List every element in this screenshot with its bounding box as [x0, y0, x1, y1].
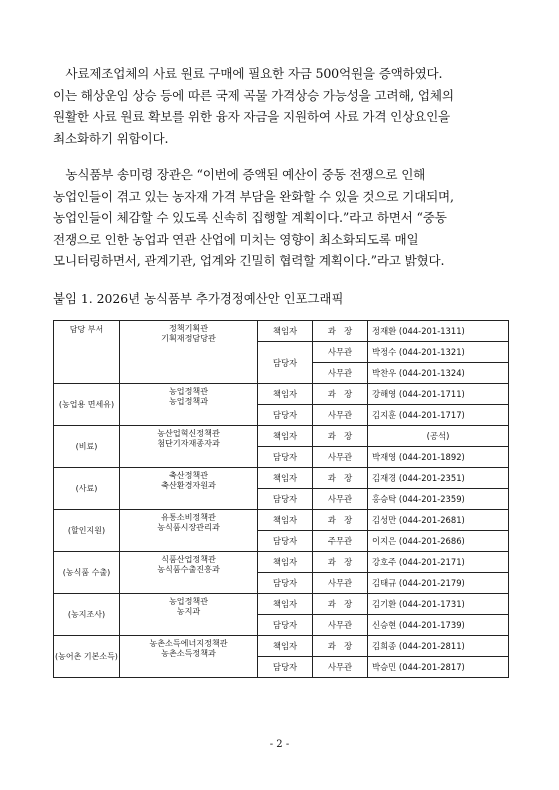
division-name: 농식품시장관리과: [157, 522, 220, 532]
role-cell: 담당자: [258, 447, 313, 468]
role-cell: 책임자: [258, 321, 313, 342]
dept-cell: (비료): [54, 426, 120, 468]
paragraph-2: [53, 164, 512, 272]
division-name: 농업정책과: [168, 396, 209, 406]
division-name: 농업정책관: [168, 386, 209, 396]
role-cell: 책임자: [258, 468, 313, 489]
division-cell: [120, 426, 258, 468]
role-cell: 책임자: [258, 384, 313, 405]
division-cell: [120, 384, 258, 426]
dept-cell: (사료): [54, 468, 120, 510]
page-number: - 2 -: [269, 739, 290, 750]
contact-cell: 김재경 (044-201-2351): [368, 468, 509, 489]
division-cell: [120, 468, 258, 510]
role-cell: 담당자: [258, 615, 313, 636]
position-cell: 과 장: [313, 384, 368, 405]
contact-cell: (공석): [368, 426, 509, 447]
table-row: [54, 321, 509, 342]
position-cell: 주무관: [313, 531, 368, 552]
contact-cell: 김지훈 (044-201-1717): [368, 405, 509, 426]
division-name: 축산환경자원과: [161, 480, 216, 490]
dept-cell: (농업용 면세유): [54, 384, 120, 426]
paragraph-line: 모니터링하면서, 관계기관, 업계와 긴밀히 협력할 계획이다.”라고 밝혔다.: [53, 253, 445, 268]
division-name: 농촌소득정책과: [161, 648, 216, 658]
attachment-caption: 붙임 1. 2026년 농식품부 추가경정예산안 인포그래픽: [53, 291, 344, 306]
contact-table: [53, 320, 509, 678]
position-cell: 사무관: [313, 342, 368, 363]
division-name: 농업정책관: [168, 596, 209, 606]
contact-cell: 강해영 (044-201-1711): [368, 384, 509, 405]
position-cell: 과 장: [313, 468, 368, 489]
paragraph-line: 이는 해상운임 상승 등에 따른 국제 곡물 가격상승 가능성을 고려해, 업체의: [53, 87, 454, 103]
division-name: 축산정책관: [168, 470, 209, 480]
contact-cell: 이지은 (044-201-2686): [368, 531, 509, 552]
position-cell: 과 장: [313, 636, 368, 657]
contact-cell: 박재영 (044-201-1892): [368, 447, 509, 468]
role-cell: 책임자: [258, 510, 313, 531]
contact-cell: 강호주 (044-201-2171): [368, 552, 509, 573]
position-cell: 사무관: [313, 657, 368, 678]
paragraph-line: 최소화하기 위함이다.: [53, 130, 169, 146]
role-cell: 담당자: [258, 573, 313, 594]
paragraph-line: 사료제조업체의 사료 원료 구매에 필요한 자금 500억원을 증액하였다.: [53, 66, 443, 81]
table-row: [54, 384, 509, 405]
dept-cell: 담당 부서: [54, 321, 120, 384]
division-name: 농촌소득에너지정책관: [149, 638, 228, 648]
division-cell: [120, 321, 258, 384]
division-name: 농지과: [176, 606, 201, 616]
table-row: [54, 468, 509, 489]
table-row: [54, 510, 509, 531]
table-row: [54, 594, 509, 615]
paragraph-line: 원활한 사료 원료 확보를 위한 융자 자금을 지원하여 사료 가격 인상요인을: [53, 109, 450, 124]
position-cell: 과 장: [313, 321, 368, 342]
position-cell: 사무관: [313, 615, 368, 636]
division-cell: [120, 552, 258, 594]
role-cell: 담당자: [258, 531, 313, 552]
paragraph-line: 농식품부 송미령 장관은 “이번에 증액된 예산이 중동 전쟁으로 인해: [53, 167, 426, 182]
dept-cell: (농어촌 기본소득): [54, 636, 120, 678]
position-cell: 사무관: [313, 405, 368, 426]
dept-cell: (할인지원): [54, 510, 120, 552]
division-name: 기획재정담당관: [161, 333, 216, 343]
position-cell: 과 장: [313, 552, 368, 573]
position-cell: 과 장: [313, 594, 368, 615]
division-name: 식품산업정책관: [161, 554, 216, 564]
paragraph-line: 전쟁으로 인한 농업과 연관 산업에 미치는 영향이 최소화되도록 매일: [53, 231, 419, 247]
table-row: [54, 426, 509, 447]
paragraph-line: 농업인들이 겪고 있는 농자재 가격 부담을 완화할 수 있을 것으로 기대되며,: [53, 188, 454, 204]
role-cell: 책임자: [258, 552, 313, 573]
position-cell: 과 장: [313, 510, 368, 531]
role-cell: 담당자: [258, 657, 313, 678]
position-cell: 사무관: [313, 447, 368, 468]
division-name: 정책기획관: [168, 323, 209, 333]
position-cell: 사무관: [313, 363, 368, 384]
paragraph-line: 농업인들이 체감할 수 있도록 신속히 집행할 계획이다.”라고 하면서 “중동: [53, 210, 447, 225]
division-cell: [120, 594, 258, 636]
contact-cell: 김기환 (044-201-1731): [368, 594, 509, 615]
contact-cell: 김성만 (044-201-2681): [368, 510, 509, 531]
role-cell: 담당자: [258, 342, 313, 384]
division-name: 첨단기자재종자과: [157, 438, 220, 448]
division-cell: [120, 510, 258, 552]
contact-cell: 박정수 (044-201-1321): [368, 342, 509, 363]
contact-cell: 박찬우 (044-201-1324): [368, 363, 509, 384]
role-cell: 책임자: [258, 426, 313, 447]
role-cell: 책임자: [258, 594, 313, 615]
contact-cell: 홍승탁 (044-201-2359): [368, 489, 509, 510]
division-name: 농식품수출진흥과: [157, 564, 220, 574]
contact-cell: 김태규 (044-201-2179): [368, 573, 509, 594]
contact-cell: 정재환 (044-201-1311): [368, 321, 509, 342]
contact-cell: 김희종 (044-201-2811): [368, 636, 509, 657]
contact-cell: 박승민 (044-201-2817): [368, 657, 509, 678]
role-cell: 담당자: [258, 489, 313, 510]
division-name: 유통소비정책관: [161, 512, 216, 522]
position-cell: 사무관: [313, 573, 368, 594]
role-cell: 책임자: [258, 636, 313, 657]
contact-table-body: [54, 321, 509, 678]
position-cell: 과 장: [313, 426, 368, 447]
position-cell: 사무관: [313, 489, 368, 510]
dept-cell: (농지조사): [54, 594, 120, 636]
division-cell: [120, 636, 258, 678]
table-row: [54, 636, 509, 657]
paragraph-1: [53, 63, 512, 149]
dept-cell: (농식품 수출): [54, 552, 120, 594]
role-cell: 담당자: [258, 405, 313, 426]
contact-cell: 신승현 (044-201-1739): [368, 615, 509, 636]
table-row: [54, 552, 509, 573]
division-name: 농산업혁신정책관: [157, 428, 220, 438]
